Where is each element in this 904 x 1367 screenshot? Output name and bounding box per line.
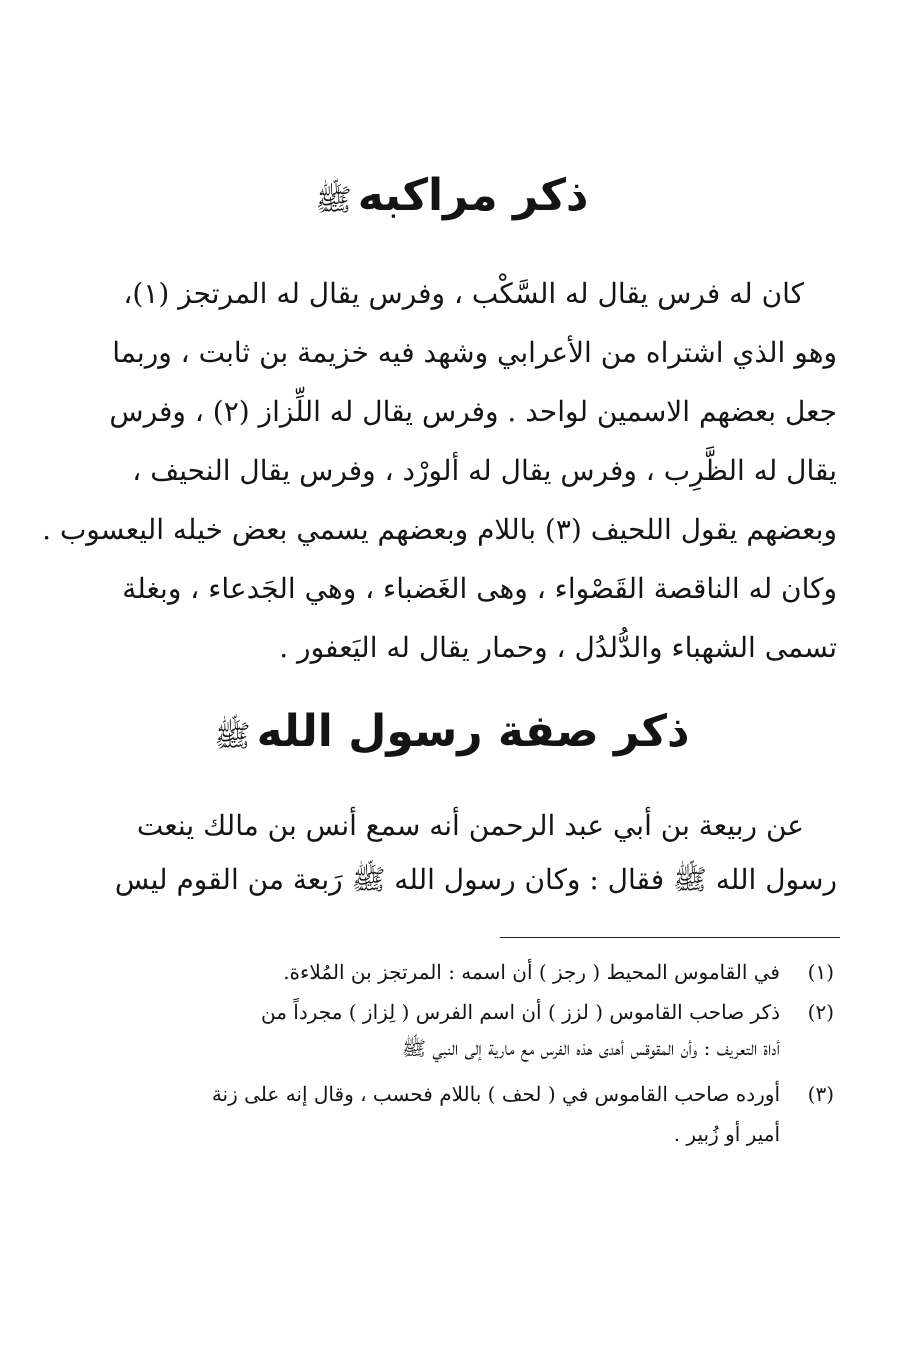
footnote-text: في القاموس المحيط ( رجز ) أن اسمه : المرتجز بن المُلاءة. [283, 960, 780, 984]
body-line: يقال له الظَّرِب ، وفرس يقال له ألورْد ، وفرس يقال النحيف ، [132, 454, 837, 487]
body-line: كان له فرس يقال له السَّكْب ، وفرس يقال له المرتجز (١)، [123, 277, 804, 310]
body-line: رسول الله ﷺ فقال : وكان رسول الله ﷺ رَبعة من القوم ليس [114, 863, 837, 896]
body-line: عن ربيعة بن أبي عبد الرحمن أنه سمع أنس بن مالك ينعت [136, 809, 804, 842]
footnote-text: أورده صاحب القاموس في ( لحف ) باللام فحسب ، وقال إنه على زنة [211, 1082, 780, 1106]
footnote-3-continuation [130, 1116, 780, 1152]
section-heading-description [120, 702, 784, 767]
footnote-3 [130, 1076, 834, 1112]
body-line: وكان له الناقصة القَصْواء ، وهى الغَضباء ، وهي الجَدعاء ، وبغلة [122, 572, 837, 605]
section-heading-mounts [120, 166, 784, 231]
footnote-1 [130, 954, 834, 990]
section-title: ذكر صفة رسول الله [256, 706, 690, 757]
section-title: ذكر مراكبه [357, 170, 589, 221]
footnote-2-continuation [130, 1030, 780, 1066]
footnote-2 [130, 994, 834, 1030]
honorific-ligature: ﷺ [214, 719, 251, 754]
footnote-text: أداة التعريف : وأن المقوقس أهدى هذه الفرس مع مارية إلى النبي ﷺ [401, 1036, 780, 1060]
footnote-text: أمير أو زُبير . [673, 1122, 780, 1146]
body-line: جعل بعضهم الاسمين لواحد . وفرس يقال له اللِّزاز (٢) ، وفرس [109, 395, 837, 428]
footnote-text: ذكر صاحب القاموس ( لزز ) أن اسم الفرس ( لِزاز ) مجرداً من [261, 1000, 780, 1024]
honorific-ligature: ﷺ [315, 183, 352, 218]
footnote-number: (٣) [807, 1082, 834, 1106]
body-line: تسمى الشهباء والدُّلدُل ، وحمار يقال له اليَعفور . [279, 631, 837, 664]
body-line: وبعضهم يقول اللحيف (٣) باللام وبعضهم يسمي بعض خيله اليعسوب . [42, 513, 837, 546]
body-line: وهو الذي اشتراه من الأعرابي وشهد فيه خزيمة بن ثابت ، وربما [112, 336, 837, 369]
footnote-number: (٢) [807, 1000, 834, 1024]
footnote-number: (١) [807, 960, 834, 984]
footnote-divider [500, 937, 840, 938]
